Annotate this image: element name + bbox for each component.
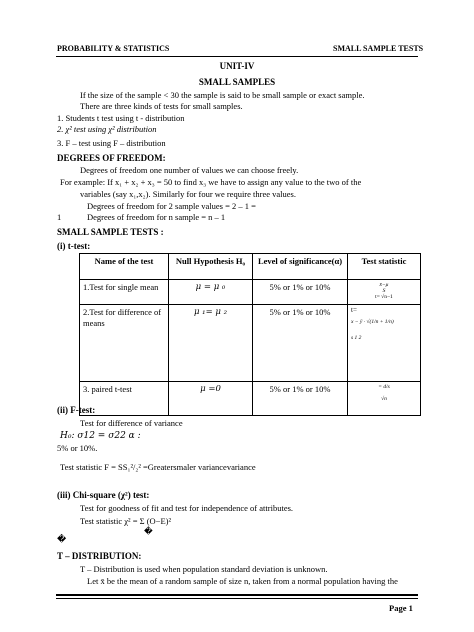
table-header-cell: Test statistic: [348, 254, 421, 280]
statistic-numerator: x̄−μ: [379, 282, 389, 288]
intro-line-1: If the size of the sample < 30 the sample is said to be small sample or exact sample.: [80, 90, 365, 100]
table-header-cell: Null Hypothesis H₀: [169, 254, 253, 280]
dof-line-1: Degrees of freedom one number of values we can choose freely.: [80, 165, 299, 175]
t-test-subheading: (i) t-test:: [57, 241, 91, 251]
table-cell-statistic: [348, 382, 421, 416]
table-cell-level: 5% or 1% or 10%: [253, 382, 348, 416]
statistic-formula: t= √n−1: [375, 294, 393, 301]
dof-line-4: Degrees of freedom for 2 sample values = 2 – 1 =: [87, 201, 256, 211]
chi-square-line-1: Test for goodness of fit and test for independence of attributes.: [80, 503, 294, 513]
test-list-item-3: 3. F – test using F – distribution: [57, 138, 166, 148]
t-distribution-line-2: Let x̄ be the mean of a random sample of size n, taken from a normal population having the: [87, 576, 398, 586]
table-cell-level: 5% or 1% or 10%: [253, 280, 348, 305]
header-left: PROBABILITY & STATISTICS: [57, 44, 170, 53]
dof-line-2: For example: If x₁ + x₂ + x₃ = 50 to find x₃ we have to assign any value to the two of the: [60, 177, 362, 187]
table-row: [80, 382, 421, 416]
dof-heading: DEGREES OF FREEDOM:: [57, 153, 166, 163]
f-test-heading: (ii) F-test:: [57, 405, 96, 415]
table-cell-null-hypothesis: μ =0: [169, 382, 253, 416]
small-sample-heading: SMALL SAMPLE TESTS :: [57, 227, 164, 237]
chi-square-statistic: Test statistic χ² = Σ (O−E)²: [80, 516, 172, 526]
dof-line-5: Degrees of freedom for n sample = n – 1: [87, 212, 226, 222]
table-row: [80, 305, 421, 382]
statistic-numerator: x − ȳ · √(1/n + 1/n): [351, 318, 394, 325]
unknown-glyph-icon: �: [57, 534, 67, 544]
f-test-hypothesis: H₀: σ12 = σ22 α :: [60, 431, 141, 441]
statistic-prefix: t=: [351, 306, 357, 314]
page-number: Page 1: [389, 603, 413, 613]
chi-square-heading: (iii) Chi-square (χ²) test:: [57, 490, 150, 500]
f-test-line-3: 5% or 10%.: [57, 443, 98, 453]
dof-line-3: variables (say x₁,x₂). Similarly for four we require three values.: [80, 189, 296, 199]
table-cell-null-hypothesis: μ ₁= μ ₂: [169, 305, 253, 382]
chi-square-denominator: �: [144, 526, 153, 536]
test-list-item-2: 2. χ² test using χ² distribution: [57, 124, 157, 134]
unit-title: UNIT-IV: [219, 61, 255, 71]
t-distribution-heading: T – DISTRIBUTION:: [57, 551, 142, 561]
statistic-denominator: s 1 2: [351, 334, 362, 341]
header-right: SMALL SAMPLE TESTS: [333, 44, 424, 53]
dof-line-5-number: 1: [57, 212, 62, 222]
section-title: SMALL SAMPLES: [198, 77, 276, 87]
table-cell-statistic: [348, 280, 421, 305]
header-rule: [56, 56, 418, 57]
table-header-row: [80, 254, 421, 280]
table-header-cell: Name of the test: [80, 254, 169, 280]
table-header-cell: Level of significance(α): [253, 254, 348, 280]
footer-rule-thick: [56, 594, 418, 596]
test-list-item-1: 1. Students t test using t - distribution: [57, 113, 185, 123]
t-test-table: [79, 253, 421, 416]
table-cell-test-name: 1.Test for single mean: [80, 280, 169, 305]
t-distribution-line-1: T – Distribution is used when population standard deviation is unknown.: [80, 564, 328, 574]
table-cell-null-hypothesis: μ = μ ₀: [169, 280, 253, 305]
table-cell-statistic: [348, 305, 421, 382]
f-test-statistic: Test statistic F = SS₁²/₂² =Greatersmaler variancevariance: [60, 462, 256, 472]
statistic-denominator: S: [382, 288, 386, 295]
statistic-numerator: = d/s: [378, 384, 390, 390]
statistic-denominator: √n: [381, 396, 387, 403]
intro-line-2: There are three kinds of tests for small samples.: [80, 101, 243, 111]
table-cell-test-name: 3. paired t-test: [80, 382, 169, 416]
table-cell-test-name: 2.Test for difference of means: [80, 305, 169, 382]
f-test-line-1: Test for difference of variance: [80, 418, 183, 428]
table-cell-level: 5% or 1% or 10%: [253, 305, 348, 382]
table-row: [80, 280, 421, 305]
footer-rule-thin: [56, 598, 418, 599]
